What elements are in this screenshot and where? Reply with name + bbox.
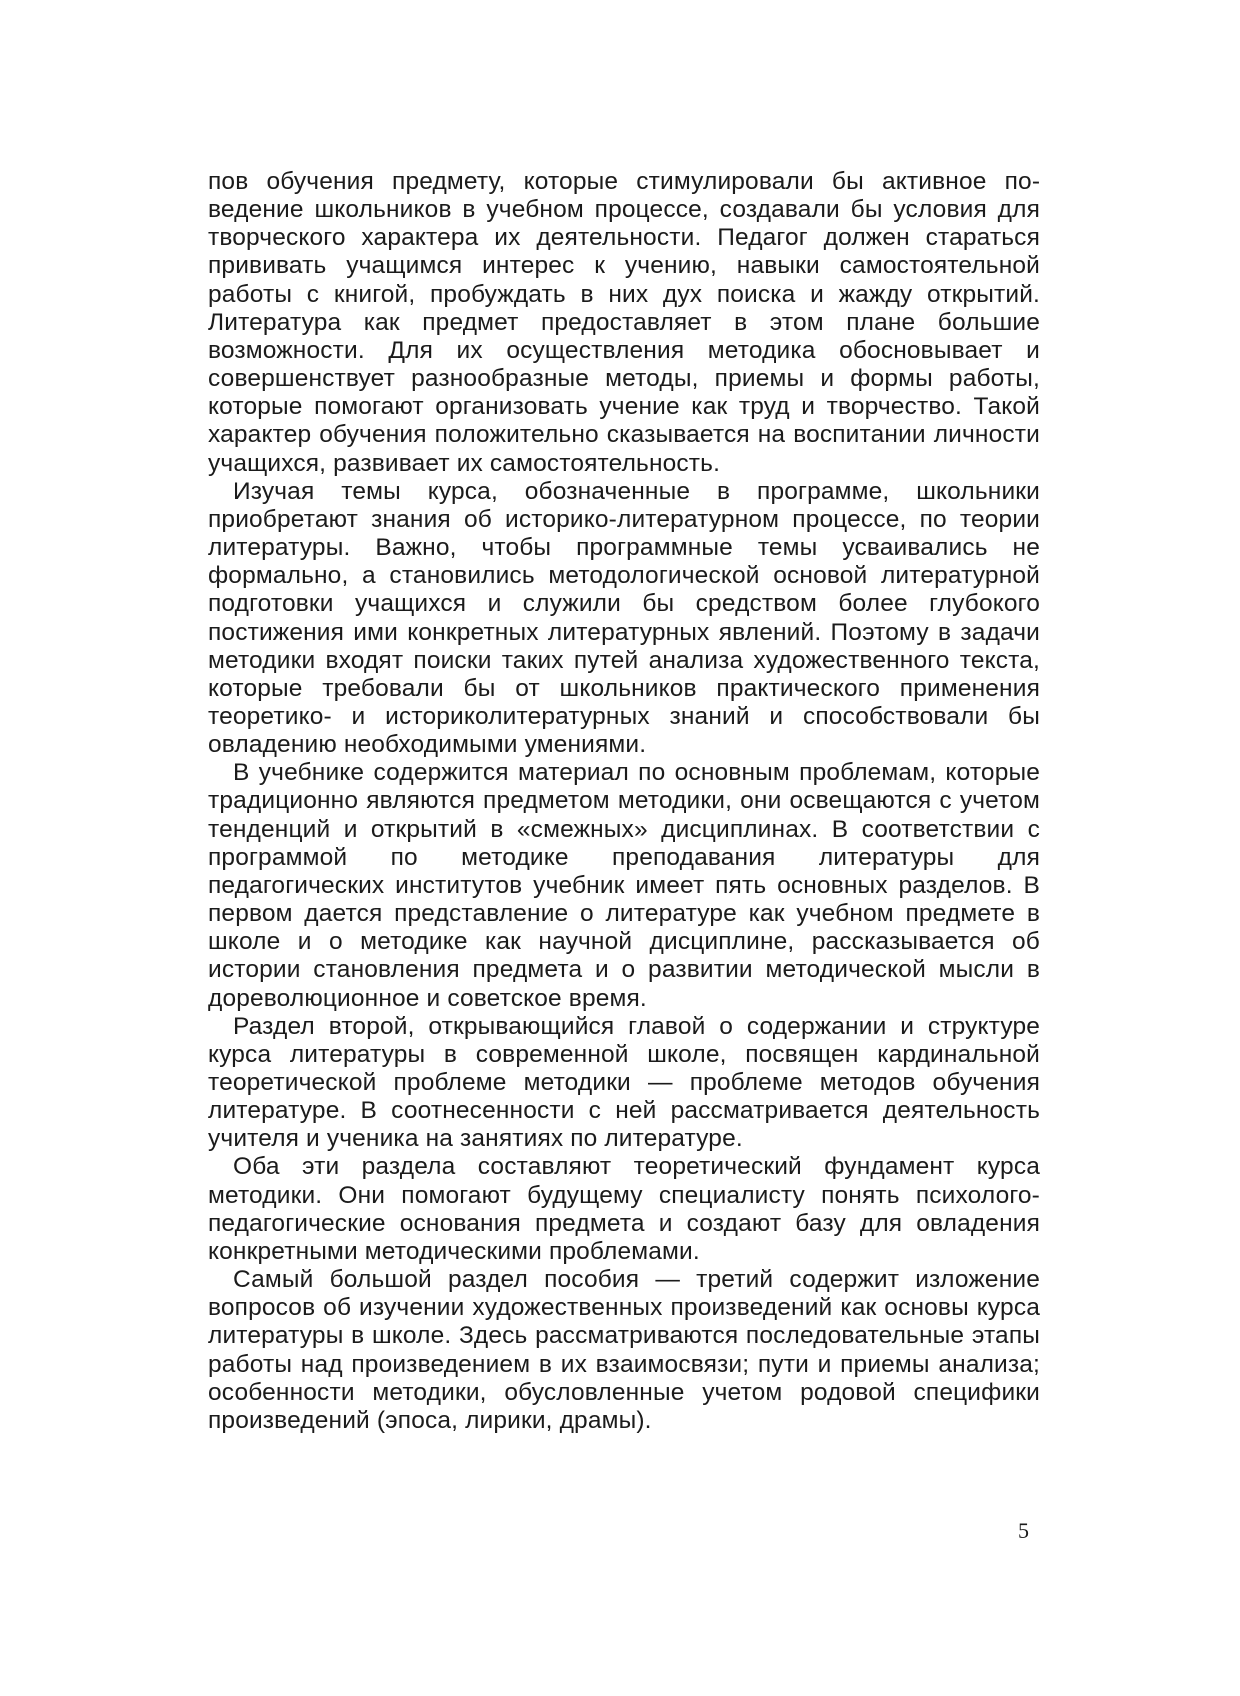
page-number: 5 [1018, 1518, 1029, 1543]
paragraph-3: В учебнике содержится материал по основным проблемам, которые традиционно являются предметом методики, они освещаются с учетом тенденций и открытий в «смежных» дисциплинах. В соответствии с программой по методике преподавания литературы для педагогических институтов учебник имеет пять основных разделов. В первом дается представление о литературе как учебном предмете в школе и о методике как научной дисциплине, рассказывается об истории становления предмета и о развитии методической мысли в дореволюционное и советское время. [208, 759, 1040, 1012]
body-text [208, 168, 1040, 1435]
paragraph-5: Оба эти раздела составляют теоретический фундамент курса методики. Они помогают будущему специалисту понять психолого-педагогические основания предмета и создают базу для овладения конкретными методическими проблемами. [208, 1153, 1040, 1265]
paragraph-2: Изучая темы курса, обозначенные в программе, школьники приобретают знания об историко-литературном процессе, по теории литературы. Важно, чтобы программные темы усваивались не формально, а становились методологической основой литературной подготовки учащихся и служили бы средством более глубокого постижения ими конкретных литературных явлений. Поэтому в задачи методики входят поиски таких путей анализа художественного текста, которые требовали бы от школьников практического применения теоретико- и историколитературных знаний и способствовали бы овладению необходимыми умениями. [208, 477, 1040, 759]
paragraph-1: пов обучения предмету, которые стимулировали бы активное поведение школьников в учебном процессе, создавали бы условия для творческого характера их деятельности. Педагог должен стараться прививать учащимся интерес к учению, навыки самостоятельной работы с книгой, пробуждать в них дух поиска и жажду открытий. Литература как предмет предоставляет в этом плане большие возможности. Для их осуществления методика обосновывает и совершенствует разнообразные методы, приемы и формы работы, которые помогают организовать учение как труд и творчество. Такой характер обучения положительно сказывается на воспитании личности учащихся, развивает их самостоятельность. [208, 168, 1040, 477]
paragraph-6: Самый большой раздел пособия — третий содержит изложение вопросов об изучении художественных произведений как основы курса литературы в школе. Здесь рассматриваются последовательные этапы работы над произведением в их взаимосвязи; пути и приемы анализа; особенности методики, обусловленные учетом родовой специфики произведений (эпоса, лирики, драмы). [208, 1266, 1040, 1434]
paragraph-4: Раздел второй, открывающийся главой о содержании и структуре курса литературы в современной школе, посвящен кардинальной теоретической проблеме методики — проблеме методов обучения литературе. В соотнесенности с ней рассматривается деятельность учителя и ученика на занятиях по литературе. [208, 1012, 1040, 1153]
